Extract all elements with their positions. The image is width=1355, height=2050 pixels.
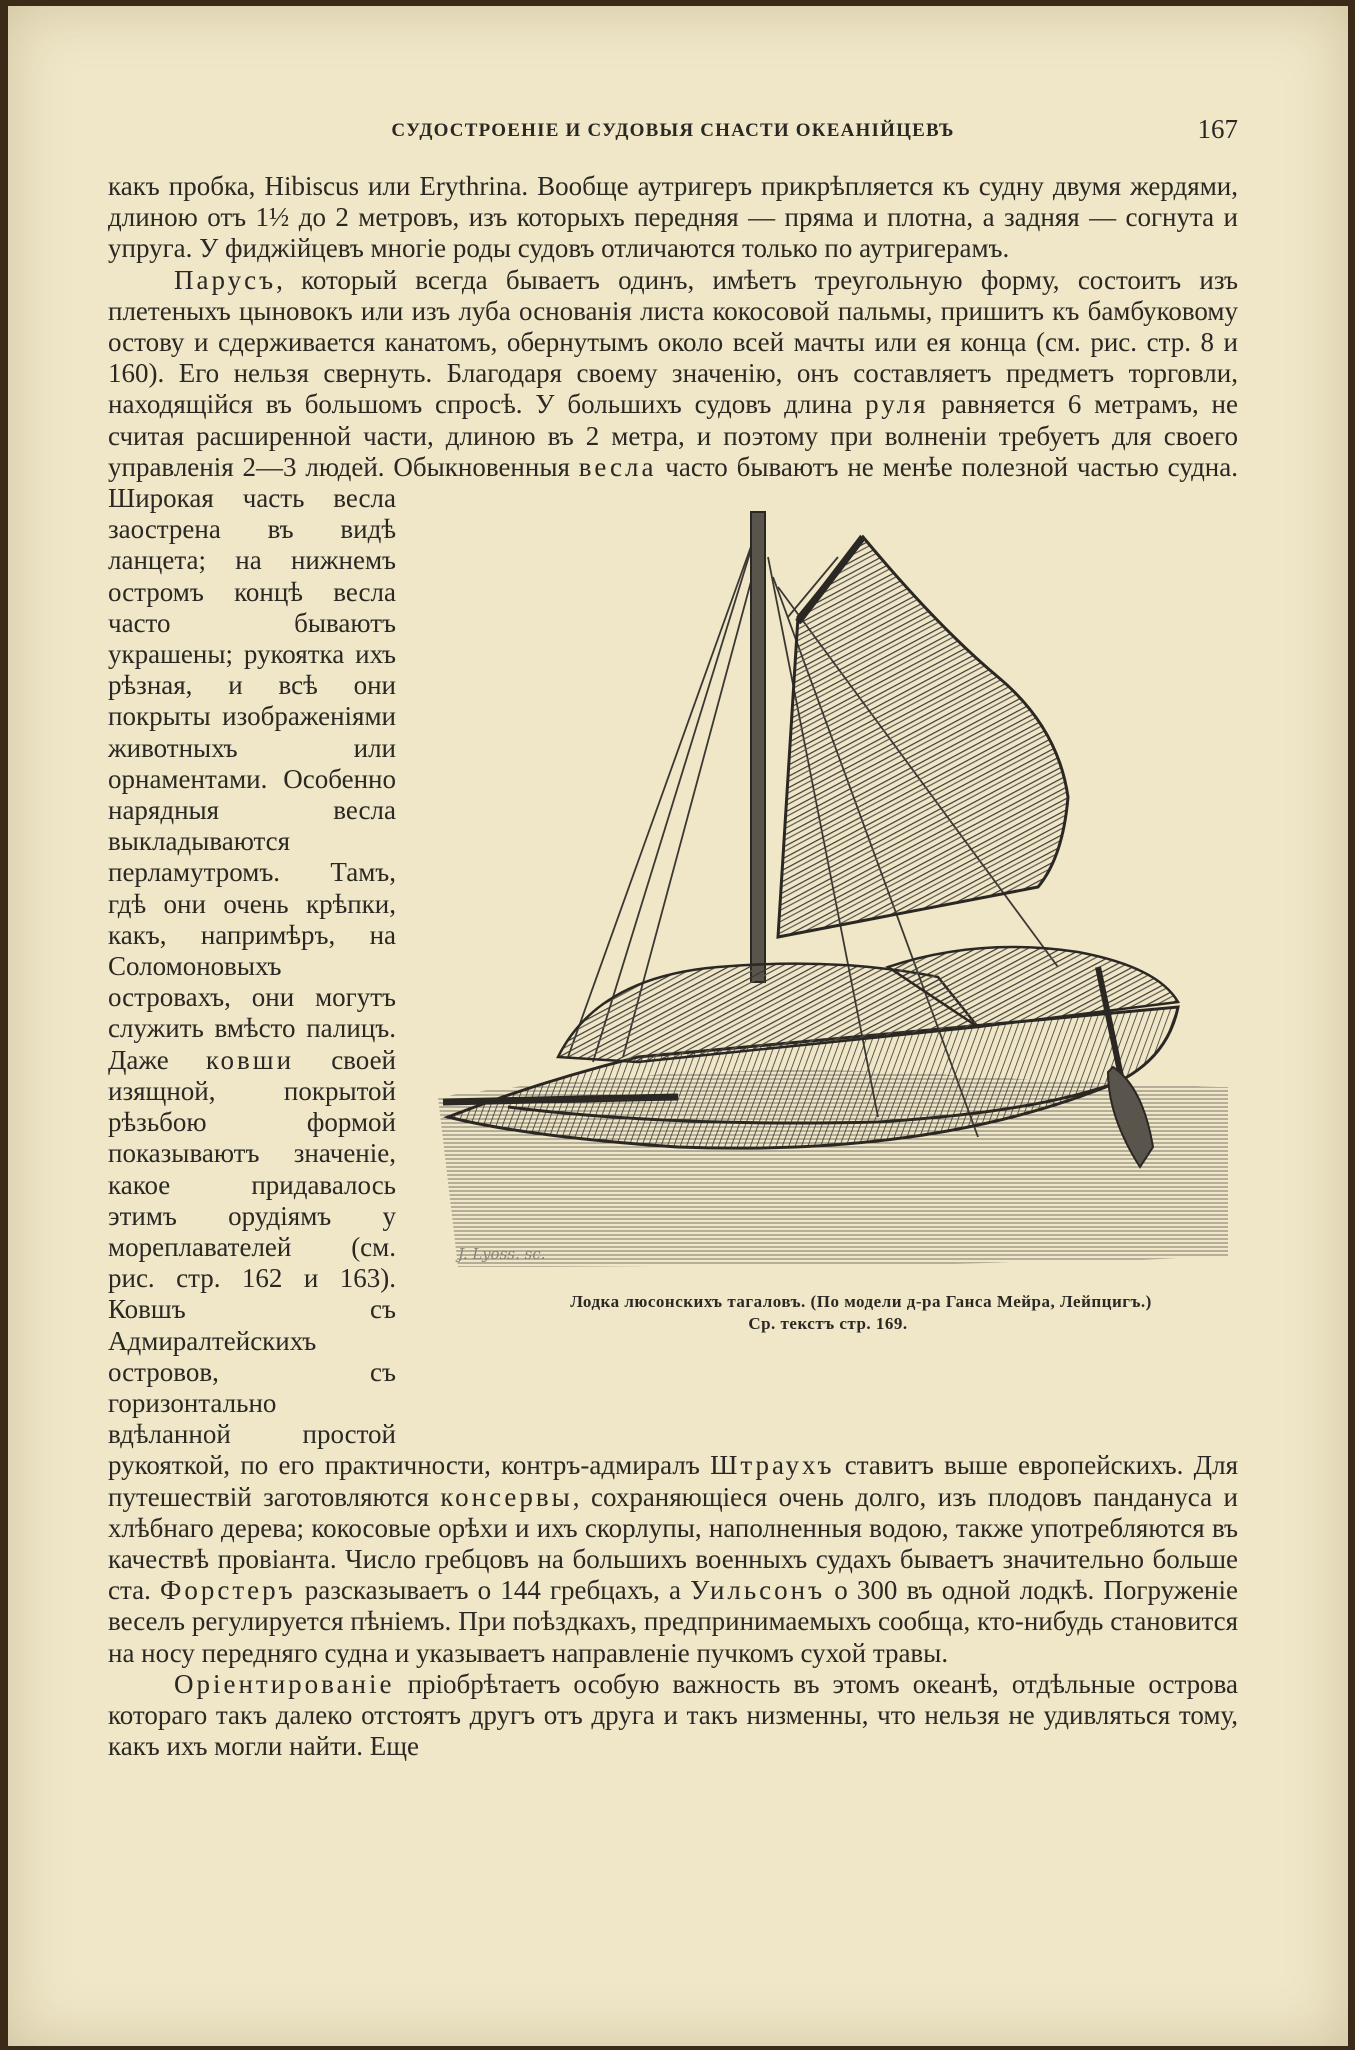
engraver-signature: J. Lyoss. sc. bbox=[458, 1245, 546, 1264]
term-orientation: Оріентированіе bbox=[174, 1668, 395, 1699]
boat-illustration bbox=[418, 497, 1238, 1277]
term-preserves: консервы bbox=[440, 1481, 573, 1512]
paragraph-1: какъ пробка, Hibiscus или Erythrina. Вообще аутригеръ прикрѣпляется къ судну двумя жердями, длиною отъ 1½ до 2 метровъ, изъ которыхъ передняя — пряма и плотна, а задняя — согнута и упруга. У фиджійцевъ многіе роды судовъ отличаются только по аутригерамъ. bbox=[108, 171, 1238, 264]
bow-spar bbox=[443, 1097, 678, 1102]
paragraph-2-text-a: , который всегда бываетъ одинъ, имѣетъ треугольную форму, состоитъ изъ плетеныхъ цыновокъ или изъ луба основанія листа кокосовой пальмы, пришитъ къ бамбуковому остову и сдерживается канатомъ, обернутымъ около всей мачты или ея конца (см. рис. стр. 8 и 160). Его нельзя свернуть. Благодаря своему значенію, онъ составляетъ предметъ торговли, находящійся въ большомъ спросѣ. У большихъ судовъ длина bbox=[108, 264, 1238, 420]
paragraph-2-text-d: своей изящной, покрытой рѣзьбою формой показываютъ значеніе, какое придавалось этимъ орудіямъ у мореплавателей (см. рис. стр. 162 и 163). Ковшъ съ Адмиралтейскихъ островов, съ горизонтально вдѣланной простой рукояткой, по его практичности, контръ-адмиралъ bbox=[108, 1044, 711, 1481]
paragraph-2-text-g: разсказываетъ о 144 гребцахъ, а bbox=[295, 1575, 691, 1606]
page-number: 167 bbox=[1197, 114, 1238, 144]
page-header bbox=[108, 114, 1238, 154]
mast bbox=[751, 512, 765, 982]
paragraph-2-text-f: , сохраняющіеся очень долго, изъ плодовъ пандануса и хлѣбнаго дерева; кокосовые орѣхи и ихъ скорлупы, наполненныя водою, также употребляются въ качествѣ провіанта. Число гребцовъ на большихъ военныхъ судахъ бываетъ значительно больше ста. bbox=[108, 1481, 1239, 1606]
name-wilson: Уильсонъ bbox=[690, 1575, 826, 1606]
body-text bbox=[108, 171, 1238, 1762]
paragraph-3-text: пріобрѣтаетъ особую важность въ этомъ океанѣ, отдѣльные острова котораго такъ далеко отстоятъ другъ отъ друга и такъ низменны, что нельзя не удивляться тому, какъ ихъ могли найти. Еще bbox=[108, 1668, 1238, 1762]
term-rudder: руля bbox=[865, 389, 929, 420]
paragraph-2-text-b: равняется 6 метрамъ, не считая расширенной части, длиною въ 2 метра, и поэтому при волненіи требуетъ для своего управленія 2—3 людей. Обыкновенныя bbox=[108, 389, 1238, 482]
paragraph-3 bbox=[108, 1669, 1238, 1763]
term-ladles: ковши bbox=[205, 1044, 295, 1075]
paragraph-2-text-c: часто бываютъ не менѣе полезной частью судна. Широкая часть весла заострена въ видѣ ланцета; на нижнемъ остромъ концѣ весла часто бываютъ украшены; рукоятка ихъ рѣзная, и всѣ они покрыты изображеніями животныхъ или орнаментами. Особенно нарядныя весла выкладываются перламутромъ. Тамъ, гдѣ они очень крѣпки, какъ, напримѣръ, на Соломоновыхъ островахъ, они могутъ служить вмѣсто палицъ. Даже bbox=[108, 451, 1238, 1075]
name-strauch: Штраухъ bbox=[710, 1450, 835, 1481]
paragraph-2 bbox=[108, 265, 1238, 1669]
book-page bbox=[8, 6, 1348, 2046]
figure bbox=[418, 497, 1238, 1427]
paragraph-2-text-e: ставитъ выше европейскихъ. Для путешествій заготовляются bbox=[108, 1450, 1238, 1512]
running-title: СУДОСТРОЕНІЕ И СУДОВЫЯ СНАСТИ ОКЕАНІЙЦЕВЪ bbox=[391, 120, 955, 141]
term-sail: Парусъ bbox=[174, 264, 277, 295]
figure-caption bbox=[418, 1291, 1238, 1335]
paragraph-2-text-h: о 300 въ одной лодкѣ. Погруженіе веселъ регулируется пѣніемъ. При поѣздкахъ, предпринимаемыхъ сообща, кто-нибудь становится на носу передняго судна и указываетъ направленіе пучкомъ сухой травы. bbox=[108, 1575, 1238, 1668]
caption-line-2: Ср. текстъ стр. 169. bbox=[748, 1314, 908, 1334]
name-forster: Форстеръ bbox=[160, 1575, 296, 1606]
term-oars: весла bbox=[578, 451, 657, 482]
caption-line-1: Лодка люсонскихъ тагаловъ. (По модели д-ра Ганса Мейра, Лейпцигъ.) bbox=[570, 1292, 1152, 1312]
